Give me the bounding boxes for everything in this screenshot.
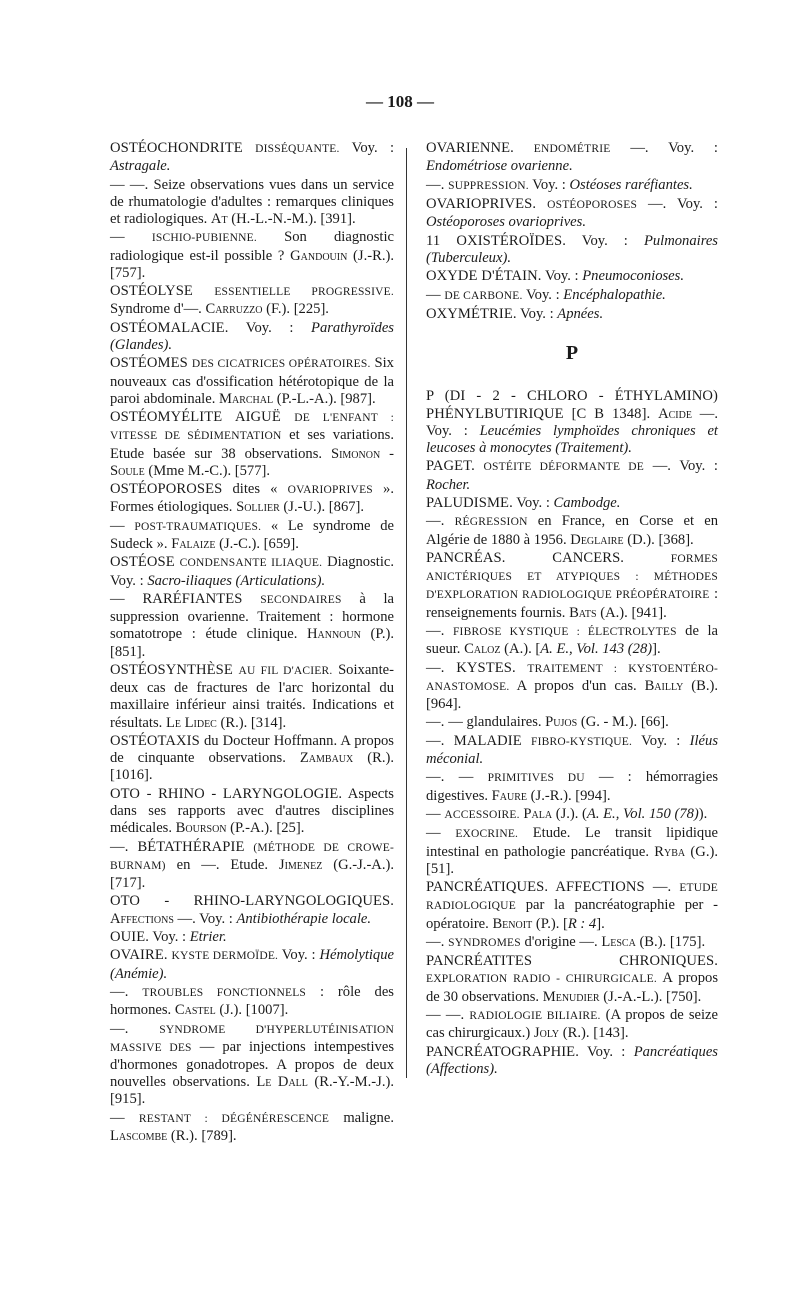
index-entry xyxy=(426,268,718,285)
entry-text: (A propos de seize cas chirurgicaux.) xyxy=(426,1007,718,1042)
index-entry xyxy=(110,409,394,480)
entry-subheading: ETUDE RADIOLOGIQUE xyxy=(426,882,718,913)
entry-heading: OSTÉOMALACIE. xyxy=(110,319,229,336)
entry-reference-number: (J.-A.-L.). [750]. xyxy=(599,988,702,1005)
entry-heading: OSTÉOMYÉLITE AIGUË xyxy=(110,409,281,426)
index-entry xyxy=(426,513,718,548)
entry-author: Pujos xyxy=(545,714,578,731)
entry-author: At xyxy=(210,211,228,227)
entry-text: Voy. : xyxy=(245,319,312,336)
entry-heading: —. xyxy=(426,176,445,193)
entry-subheading: DE CARBONE. xyxy=(444,289,523,302)
index-entry xyxy=(110,1110,394,1145)
entry-subheading: FIBRO-KYSTIQUE. xyxy=(531,735,633,748)
entry-text: Voy. : xyxy=(525,286,564,303)
entry-text: : rôle des hormones. xyxy=(110,983,394,1019)
entry-heading: —. xyxy=(426,622,445,639)
entry-cross-reference: Endométriose ovarienne. xyxy=(426,158,573,175)
index-entry xyxy=(110,662,394,732)
entry-author: Le Dall xyxy=(256,1074,308,1091)
entry-reference-number: (R.). [789]. xyxy=(167,1127,237,1144)
entry-cross-reference: Pulmonaires (Tuberculeux). xyxy=(426,232,718,266)
entry-subheading: SECONDAIRES xyxy=(260,593,342,606)
entry-author: Pala xyxy=(523,805,553,822)
entry-author: Simonon - Soule xyxy=(110,445,394,479)
index-entry xyxy=(426,177,718,195)
index-entry xyxy=(110,481,394,516)
entry-heading: PANCRÉATIQUES. AFFECTIONS —. xyxy=(426,879,672,896)
entry-reference-number: (P.-L.-A.). [987]. xyxy=(273,390,376,407)
entry-text: du Docteur Hoffmann. A propos de cinquante observations. xyxy=(110,732,394,767)
index-entry xyxy=(426,806,718,824)
entry-heading: —. xyxy=(110,983,129,1000)
entry-heading: PANCRÉATITES CHRONIQUES. xyxy=(426,953,718,970)
entry-text: et ses variations. Etude basée sur 38 observations. xyxy=(110,427,394,462)
entry-reference-number: (R.-Y.-M.-J.). [915]. xyxy=(110,1074,394,1108)
entry-text: en —. Etude. xyxy=(176,856,279,873)
entry-author: Ryba xyxy=(654,843,686,860)
entry-text: Voy. : xyxy=(641,732,690,749)
index-entry xyxy=(426,825,718,878)
entry-subheading: POST-TRAUMATIQUES. xyxy=(134,520,262,533)
entry-heading: —. xyxy=(110,1020,129,1037)
entry-heading: OSTÉOLYSE xyxy=(110,283,193,300)
index-entry xyxy=(426,233,718,267)
index-entry xyxy=(426,1007,718,1042)
index-entry xyxy=(110,320,394,354)
entry-subheading: ISCHIO-PUBIENNE. xyxy=(151,232,257,245)
entry-cross-reference: Rocher. xyxy=(426,476,471,493)
index-entry xyxy=(426,140,718,175)
index-entry xyxy=(110,229,394,282)
entry-heading: OVARIOPRIVES. xyxy=(426,195,537,212)
entry-heading: —. MALADIE xyxy=(426,732,522,749)
index-entry xyxy=(426,953,718,1006)
entry-text: Voy. : xyxy=(519,305,558,322)
entry-subheading: SYNDROME D'HYPERLUTÉINISATION MASSIVE DES xyxy=(110,1023,394,1054)
entry-subheading: CONDENSANTE ILIAQUE. xyxy=(179,557,323,570)
entry-heading: — xyxy=(426,805,441,822)
entry-cross-reference: Pancréatiques (Affections). xyxy=(426,1043,718,1077)
index-entry xyxy=(110,518,394,553)
entry-author: Carruzzo xyxy=(205,301,263,318)
entry-author: Castel xyxy=(174,1002,216,1019)
entry-heading: — RARÉFIANTES xyxy=(110,590,243,607)
entry-reference-number: (D.). [368]. xyxy=(623,531,694,548)
index-entry xyxy=(110,984,394,1019)
index-entry xyxy=(426,458,718,493)
entry-heading: OXYDE D'ÉTAIN. xyxy=(426,268,542,285)
entry-heading: —. KYSTES. xyxy=(426,659,516,676)
entry-author: Jimenez xyxy=(278,856,323,873)
index-entry xyxy=(110,786,394,838)
index-entry xyxy=(426,287,718,305)
entry-subheading: RESTANT : DÉGÉNÉRESCENCE xyxy=(138,1112,330,1125)
entry-author: Faure xyxy=(491,787,528,804)
entry-reference-number: (A.). [ xyxy=(500,641,541,658)
entry-subheading: DES CICATRICES OPÉRATOIRES. xyxy=(191,358,371,371)
index-entry xyxy=(110,283,394,318)
entry-reference-number: —. Voy. : xyxy=(173,910,237,927)
index-entry xyxy=(426,306,718,323)
entry-reference-number: ]. xyxy=(652,641,661,658)
entry-text: — par injections intempestives d'hormones gonadotropes. A propos de deux nouvelles observations. xyxy=(110,1038,394,1091)
entry-reference-number: (A.). [941]. xyxy=(596,604,667,621)
entry-text: Voy. : xyxy=(587,1043,634,1060)
entry-text: A propos d'un cas. xyxy=(516,677,645,694)
index-entry xyxy=(426,495,718,512)
entry-cross-reference: A. E., Vol. 143 (28) xyxy=(540,641,653,658)
entry-reference-number: (H.-L.-N.-M.). [391]. xyxy=(227,211,356,227)
entry-author: Le Lidec xyxy=(165,714,217,731)
entry-heading: —. xyxy=(426,933,445,950)
entry-heading: P (DI - 2 - CHLORO - ÉTHYLAMINO) PHÉNYLBUTIRIQUE [C B 1348]. xyxy=(426,388,718,422)
index-entry xyxy=(110,177,394,229)
entry-heading: PANCRÉAS. CANCERS. xyxy=(426,549,625,566)
entry-cross-reference: Parathyroïdes (Glandes). xyxy=(110,319,394,353)
right-column-top-entries xyxy=(426,140,718,323)
index-entry xyxy=(426,196,718,231)
entry-text: Voy. : xyxy=(152,928,190,945)
entry-author: Deglaire xyxy=(570,531,624,548)
entry-author: Caloz xyxy=(464,641,501,658)
entry-text: Six nouveaux cas d'ossification hétérotopique de la paroi abdominale. xyxy=(110,355,394,407)
entry-cross-reference: Ostéoses raréfiantes. xyxy=(569,176,693,193)
entry-heading: — xyxy=(110,1109,125,1126)
entry-subheading: OSTÉOPOROSES xyxy=(547,198,638,211)
entry-text: —. Voy. : xyxy=(630,140,718,156)
entry-text: —. Voy. : xyxy=(652,458,718,475)
entry-cross-reference: Astragale. xyxy=(110,158,171,175)
entry-text: maligne. xyxy=(343,1109,394,1126)
entry-subheading: RÉGRESSION xyxy=(454,516,528,529)
entry-author: Bailly xyxy=(644,677,684,694)
index-entry xyxy=(426,879,718,933)
entry-author: Affections xyxy=(110,910,174,927)
entry-reference-number: (P.). [ xyxy=(532,915,568,932)
entry-subheading: DE L'ENFANT : VITESSE DE SÉDIMENTATION xyxy=(110,412,394,443)
index-entry xyxy=(426,1044,718,1078)
index-entry xyxy=(426,623,718,658)
entry-heading: — xyxy=(426,286,441,303)
entry-cross-reference: Cambodge. xyxy=(553,494,621,511)
entry-text: Voy. : xyxy=(351,140,395,156)
right-column-bottom-entries xyxy=(426,388,718,1078)
entry-text: en France, en Corse et en Algérie de 1880 à 1956. xyxy=(426,513,719,548)
entry-text: dites « xyxy=(232,481,288,498)
index-entry xyxy=(426,733,718,768)
entry-text: Seize observations vues dans un service de rhumatologie d'adultes : remarques cliniques et radiologiques. xyxy=(110,176,394,227)
entry-heading: OVAIRE. xyxy=(110,947,168,964)
entry-reference-number: (P.). [851]. xyxy=(110,626,394,660)
entry-text: —. Voy. : xyxy=(648,195,718,212)
entry-author: Lascombe xyxy=(110,1127,168,1144)
entry-cross-reference: Pneumoconioses. xyxy=(582,268,684,285)
index-entry xyxy=(110,893,394,927)
entry-cross-reference: Iléus méconial. xyxy=(426,732,718,767)
entry-text: Voy. : xyxy=(544,268,583,285)
entry-heading: OSTÉOTAXIS xyxy=(110,732,200,749)
entry-author: Menudier xyxy=(542,988,600,1005)
entry-reference-number: (P.-A.). [25]. xyxy=(226,820,305,837)
entry-subheading: ESSENTIELLE PROGRESSIVE. xyxy=(214,286,394,299)
entry-author: Falaize xyxy=(171,535,216,552)
entry-cross-reference: Etrier. xyxy=(189,928,227,945)
entry-text: d'origine —. xyxy=(524,933,602,950)
entry-heading: OXYMÉTRIE. xyxy=(426,305,517,322)
entry-subheading: KYSTE DERMOÏDE. xyxy=(171,950,279,963)
entry-heading: —. — xyxy=(426,769,474,786)
entry-subheading: OSTÉITE DÉFORMANTE DE xyxy=(483,461,645,474)
entry-text: Diagnostic. Voy. : xyxy=(110,554,395,589)
entry-heading: PANCRÉATOGRAPHIE. xyxy=(426,1043,579,1060)
entry-author: Zambaux xyxy=(299,750,354,767)
index-entry xyxy=(110,929,394,946)
entry-heading: —. BÉTATHÉRAPIE xyxy=(110,838,245,855)
entry-reference-number: (F.). [225]. xyxy=(262,301,329,318)
index-entry xyxy=(426,714,718,731)
entry-text: de la sueur. xyxy=(426,622,718,658)
entry-subheading: ENDOMÉTRIE xyxy=(533,143,611,155)
entry-heading: OSTÉOCHONDRITE xyxy=(110,140,243,156)
entry-text: « Le syndrome de Sudeck ». xyxy=(110,517,394,552)
page-number: — 108 — xyxy=(366,92,434,111)
entry-reference-number: (J.-C.). [659]. xyxy=(215,535,299,552)
entry-text: Son diagnostic radiologique est-il possible ? xyxy=(110,229,394,264)
entry-subheading: ACCESSOIRE. xyxy=(444,808,520,821)
entry-subheading: TROUBLES FONCTIONNELS xyxy=(142,986,307,999)
index-entry xyxy=(110,591,394,661)
index-entry xyxy=(426,934,718,952)
entry-author: Lesca xyxy=(601,933,636,950)
entry-text: par la pancréatographie per - opératoire. xyxy=(426,897,718,932)
entry-cross-reference: Encéphalopathie. xyxy=(563,286,666,303)
entry-subheading: AU FIL D'ACIER. xyxy=(238,664,333,677)
entry-text: ». Formes étiologiques. xyxy=(110,481,394,516)
index-entry xyxy=(426,550,718,622)
entry-heading: — xyxy=(110,229,125,246)
entry-author: Benoit xyxy=(492,915,533,932)
index-entry xyxy=(110,947,394,982)
index-entry xyxy=(110,839,394,893)
entry-heading: OSTÉOMES xyxy=(110,355,188,372)
left-column xyxy=(110,140,404,1146)
letter-heading: P xyxy=(565,342,579,365)
entry-heading: — —. xyxy=(110,176,149,193)
entry-cross-reference: Sacro-iliaques (Articulations). xyxy=(147,572,326,589)
entry-subheading: RADIOLOGIE BILIAIRE. xyxy=(469,1010,601,1023)
entry-cross-reference: Antibiothérapie locale. xyxy=(236,910,372,927)
entry-heading: OUIE. xyxy=(110,928,150,945)
entry-subheading: (MÉTHODE DE CROWE-BURNAM) xyxy=(110,841,394,872)
entry-text: : renseignements fournis. xyxy=(426,586,718,621)
entry-heading: —. — xyxy=(426,714,463,731)
entry-heading: —. xyxy=(426,513,445,530)
entry-heading: — xyxy=(426,825,441,842)
entry-cross-reference: R : 4 xyxy=(567,915,597,932)
entry-subheading: SUPPRESSION. xyxy=(448,179,529,192)
entry-heading: OSTÉOSYNTHÈSE xyxy=(110,661,233,678)
entry-reference-number: (J.). ( xyxy=(552,805,587,822)
entry-reference-number: (J.-R.). [994]. xyxy=(527,787,611,804)
entry-cross-reference: Leucémies lymphoïdes chroniques et leucoses à monocytes (Traitement). xyxy=(426,422,718,456)
entry-heading: — xyxy=(110,517,125,534)
entry-text: à la suppression ovarienne. Traitement : hormone somatotrope : étude clinique. xyxy=(110,590,394,643)
entry-heading: OTO - RHINO - LARYNGOLOGIE. xyxy=(110,785,343,802)
entry-heading: OTO - RHINO-LARYNGOLOGIQUES. xyxy=(110,893,394,910)
entry-text: Voy. : xyxy=(281,947,320,964)
entry-subheading: EXPLORATION RADIO - CHIRURGICALE. xyxy=(426,973,657,986)
index-entry xyxy=(110,733,394,785)
index-entry xyxy=(426,388,718,457)
index-entry xyxy=(110,1021,394,1109)
entry-reference-number: (J.). [1007]. xyxy=(215,1002,289,1019)
entry-reference-number: (R.). [314]. xyxy=(216,714,287,731)
entry-reference-number: (B.). [175]. xyxy=(635,933,706,950)
entry-subheading: EXOCRINE. xyxy=(455,828,519,841)
entry-reference-number: —. Voy. : xyxy=(426,405,718,439)
entry-heading: PALUDISME. xyxy=(426,494,513,511)
right-column xyxy=(414,140,718,1079)
entry-cross-reference: Hémolytique (Anémie). xyxy=(110,947,395,982)
entry-heading: OSTÉOPOROSES xyxy=(110,481,223,498)
entry-subheading: TRAITEMENT : KYSTOENTÉRO-ANASTOMOSE. xyxy=(426,662,718,693)
entry-reference-number: (R.). [143]. xyxy=(559,1025,629,1042)
index-entry xyxy=(110,355,394,408)
entry-author: Bats xyxy=(569,604,597,621)
entry-reference-number: (R.). [1016]. xyxy=(110,750,394,784)
entry-author: Sollier xyxy=(236,499,280,516)
entry-text: Etude. Le transit lipidique intestinal en pathologie pancréatique. xyxy=(426,825,718,860)
entry-author: Marchal xyxy=(219,390,274,407)
entry-text: Syndrome d'—. xyxy=(110,301,206,318)
entry-text: Voy. : xyxy=(532,176,570,193)
entry-cross-reference: A. E., Vol. 150 (78) xyxy=(586,805,699,822)
entry-heading: PAGET. xyxy=(426,458,475,475)
column-divider xyxy=(406,148,407,1078)
entry-reference-number: (G. - M.). [66]. xyxy=(577,714,669,731)
entry-text: Aspects dans ses rapports avec d'autres disciplines médicales. xyxy=(110,785,394,837)
entry-reference-number: (J.-R.). [757]. xyxy=(110,247,394,281)
entry-reference-number: (G.). [51]. xyxy=(426,843,718,877)
entry-text: Soixante-deux cas de fractures de l'arc horizontal du maxillaire inférieur ainsi traités. Indications et résultats. xyxy=(110,661,394,731)
index-entry xyxy=(426,660,718,714)
entry-cross-reference: Apnées. xyxy=(557,305,604,322)
entry-author: Hannoun xyxy=(306,626,361,643)
entry-reference-number: (Mme M.-C.). [577]. xyxy=(144,462,271,479)
entry-author: Acide xyxy=(658,405,692,422)
entry-heading: OVARIENNE. xyxy=(426,140,514,156)
entry-text: — : hémorragies digestives. xyxy=(426,769,718,804)
entry-cross-reference: Ostéoporoses ovarioprives. xyxy=(426,214,586,231)
entry-author: Bourson xyxy=(175,820,227,837)
index-entry xyxy=(426,769,718,804)
entry-author: Gandouin xyxy=(290,247,348,264)
entry-reference-number: (G.-J.-A.). [717]. xyxy=(110,856,394,891)
entry-subheading: PRIMITIVES DU xyxy=(487,772,585,785)
entry-text: Voy. : xyxy=(581,232,644,249)
entry-reference-number: (J.-U.). [867]. xyxy=(279,499,365,516)
entry-reference-number: ]. xyxy=(596,915,605,932)
entry-author: Joly xyxy=(533,1025,560,1042)
entry-reference-number: ). xyxy=(698,805,708,822)
entry-heading: 11 OXISTÉROÏDES. xyxy=(426,232,566,249)
index-entry xyxy=(110,140,394,175)
entry-subheading: FIBROSE KYSTIQUE : ÉLECTROLYTES xyxy=(452,625,677,638)
entry-reference-number: (B.). [964]. xyxy=(426,677,718,712)
index-entry xyxy=(110,554,394,589)
entry-subheading: OVARIOPRIVES xyxy=(287,484,373,497)
entry-subheading: DISSÉQUANTE. xyxy=(255,143,340,155)
entry-subheading: SYNDROMES xyxy=(448,936,521,949)
entry-heading: — —. xyxy=(426,1007,465,1024)
entry-text: A propos de 30 observations. xyxy=(426,970,718,1005)
entry-text: glandulaires. xyxy=(466,714,546,731)
entry-heading: OSTÉOSE xyxy=(110,554,175,571)
entry-text: Voy. : xyxy=(516,494,554,511)
entry-subheading: FORMES ANICTÉRIQUES ET ATYPIQUES : MÉTHODES D'EXPLORATION RADIOLOGIQUE PRÉOPÉRATOIRE xyxy=(426,552,718,602)
